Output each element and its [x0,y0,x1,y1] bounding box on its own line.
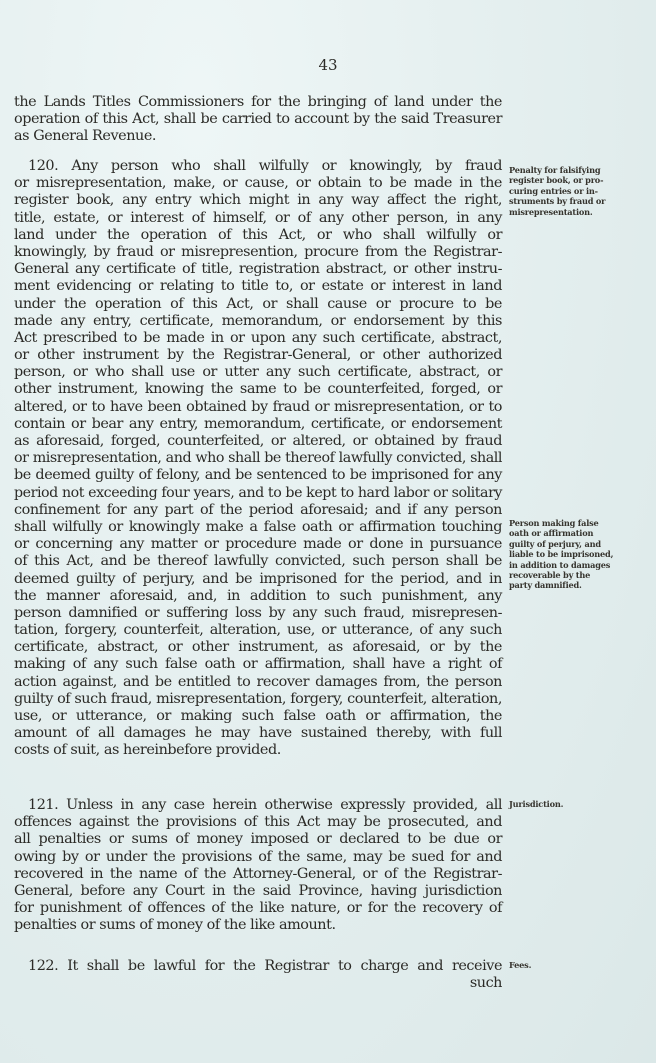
note-line: party damnified. [509,580,582,591]
text-line: person damnified or suffering loss by any such fraud, misrepresen- [14,604,502,621]
text-line: the manner aforesaid, and, in addition to such punishment, any [14,587,502,604]
text-line: tation, forgery, counterfeit, alteration, use, or utterance, of any such [14,622,502,639]
text-line: as General Revenue. [14,128,157,145]
text-line: making of any such false oath or affirmation, shall have a right of [14,656,502,673]
text-line: Act prescribed to be made in or upon any such certificate, abstract, [14,329,502,346]
text-line: amount of all damages he may have sustained thereby, with full [14,725,502,742]
text-line: action against, and be entitled to recover damages from, the person [14,673,502,690]
note-line: guilty of perjury, and [509,538,601,549]
text-line: owing by or under the provisions of the same, may be sued for and [14,848,502,865]
text-line: period not exceeding four years, and to be kept to hard labor or solitary [14,484,502,501]
text-line: for punishment of offences of the like nature, or for the recovery of [14,900,502,917]
text-line: land under the operation of this Act, or who shall wilfully or [14,226,502,243]
text-line: register book, any entry which might in any way affect the right, [14,192,502,209]
text-line: or other instrument by the Registrar-General, or other authorized [14,347,502,364]
section-first-line [14,958,502,975]
text-line: or misrepresentation, make, or cause, or obtain to be made in the [14,175,502,192]
section-121 [14,797,502,935]
text-line: title, estate, or interest of himself, or of any other person, in any [14,209,502,226]
marginal-note-fees [509,960,649,970]
text-line: contain or bear any entry, memorandum, certificate, or endorsement [14,415,502,432]
text-line: guilty of such fraud, misrepresentation, forgery, counterfeit, alteration, [14,690,502,707]
text-line: deemed guilty of perjury, and be imprisoned for the period, and in [14,570,502,587]
note-line: recoverable by the [509,570,591,581]
catchword: such [469,975,502,992]
text-line: operation of this Act, shall be carried to account by the said Treasurer [14,111,502,128]
text-line: altered, or to have been obtained by fraud or misrepresentation, or to [14,398,502,415]
text-span: It shall be lawful for the Registrar to charge and receive [67,958,503,974]
note-line: Penalty for falsifying [509,165,601,175]
marginal-note-jurisdiction [509,799,649,809]
text-line: under the operation of this Act, or shall cause or procure to be [14,295,502,312]
note-line: Person making false [509,518,599,528]
text-line: ment evidencing or relating to title to, or estate or interest in land [14,278,502,295]
note-line: Fees. [509,960,532,970]
text-span: Any person who shall wilfully or knowingly, by fraud [71,158,502,174]
note-line: misrepresentation. [509,206,593,217]
text-line: penalties or sums of money of the like amount. [14,917,336,934]
note-line: register book, or pro- [509,175,604,186]
text-line: costs of suit, as hereinbefore provided. [14,742,281,759]
section-122 [14,958,502,992]
text-line: offences against the provisions of this Act may be prosecuted, and [14,814,502,831]
text-line: recovered in the name of the Attorney-General, or of the Registrar- [14,865,502,882]
note-line: liable to be imprisoned, [509,549,614,560]
text-line: as aforesaid, forged, counterfeited, or altered, or obtained by fraud [14,433,502,449]
text-line: other instrument, knowing the same to be counterfeited, forged, or [14,381,502,398]
text-line: person, or who shall use or utter any such certificate, abstract, or [14,364,502,381]
text-line: or concerning any matter or procedure made or done in pursuance [14,536,502,553]
text-line: of this Act, and be thereof lawfully convicted, such person shall be [14,553,502,570]
text-line: be deemed guilty of felony, and be sentenced to be imprisoned for any [14,467,502,484]
section-120 [14,158,502,760]
section-first-line [14,797,502,814]
section-number: 122. [28,958,59,974]
section-number: 120. [28,158,59,174]
text-line: confinement for any part of the period aforesaid; and if any person [14,501,502,518]
note-line: in addition to damages [509,559,611,570]
text-line: made any entry, certificate, memorandum, or endorsement by this [14,312,502,329]
note-line: oath or affirmation [509,528,594,539]
note-line: struments by fraud or [509,196,606,207]
text-line: knowingly, by fraud or misrepresention, procure from the Registrar- [14,243,502,260]
text-span: Unless in any case herein otherwise expressly provided, all [66,797,503,813]
section-first-line [14,158,502,175]
text-line: the Lands Titles Commissioners for the bringing of land under the [14,94,502,110]
text-line: or misrepresentation, and who shall be thereof lawfully convicted, shall [14,450,502,467]
marginal-note-penalty-falsifying [509,165,649,217]
text-line: all penalties or sums of money imposed or declared to be due or [14,831,502,848]
text-line: shall wilfully or knowingly make a false oath or affirmation touching [14,518,502,535]
carryover-paragraph [14,94,502,146]
note-line: curing entries or in- [509,185,598,196]
note-line: Jurisdiction. [509,799,564,809]
page-number: 43 [318,56,338,74]
section-number: 121. [28,797,59,813]
marginal-note-perjury [509,518,649,591]
text-line: certificate, abstract, or other instrument, as aforesaid, or by the [14,639,502,656]
text-line: General any certificate of title, registration abstract, or other instru- [14,261,502,278]
text-line: use, or utterance, or making such false oath or affirmation, the [14,708,502,724]
text-line: General, before any Court in the said Province, having jurisdiction [14,882,502,899]
